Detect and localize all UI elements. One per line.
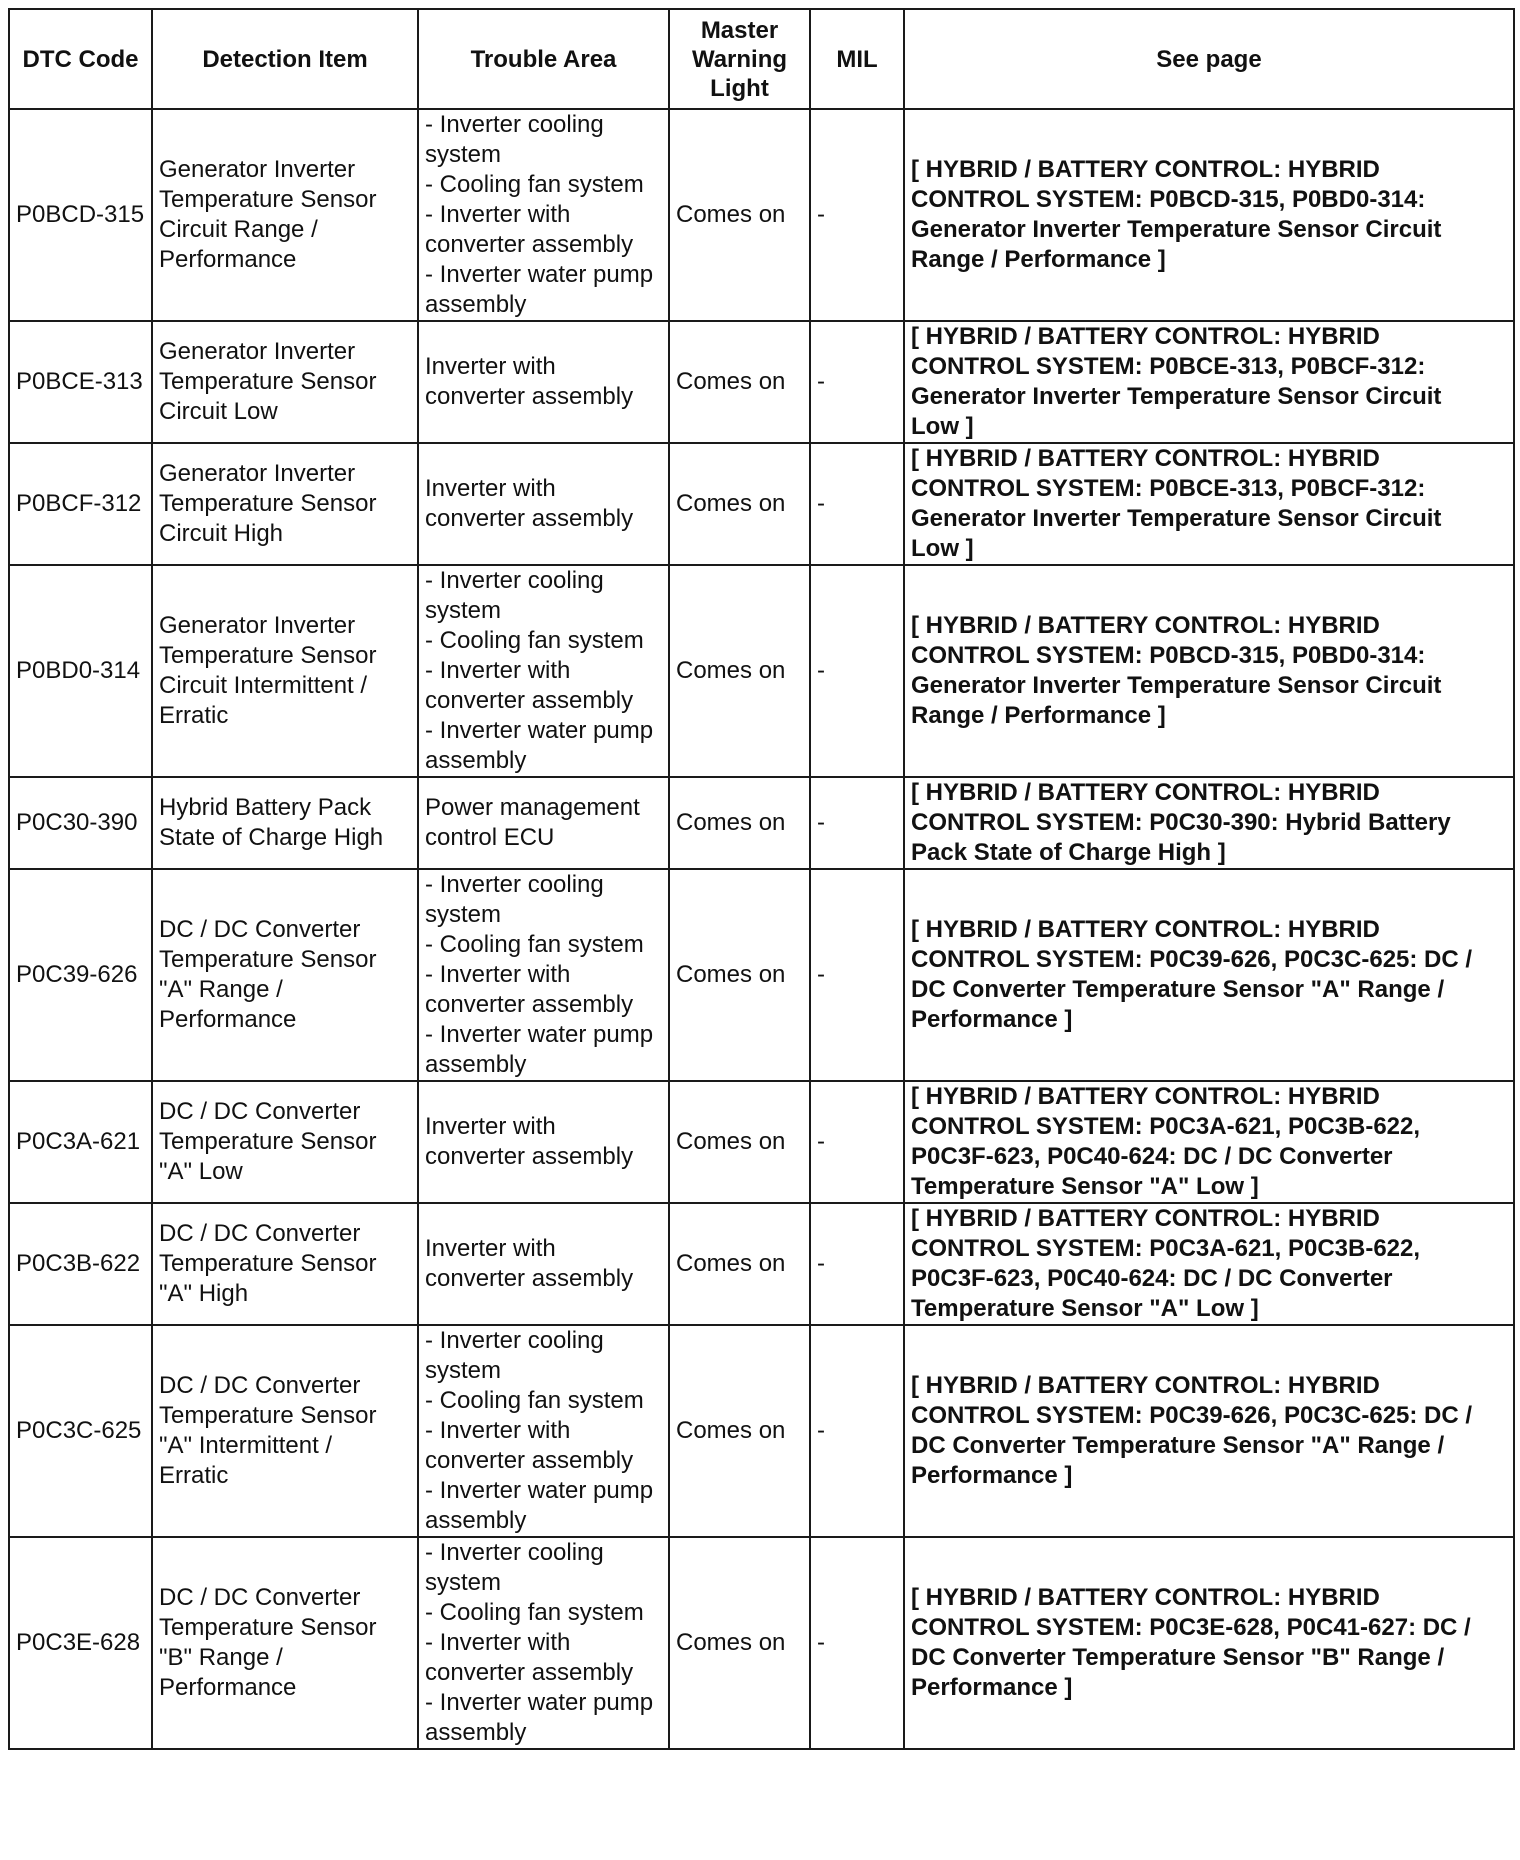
see-page-cell-line: P0C3F-623, P0C40-624: DC / DC Converter [911, 1143, 1393, 1170]
header-trouble-area: Trouble Area [418, 9, 669, 109]
trouble-area-cell-line: - Inverter with [425, 1417, 571, 1444]
see-page-cell [904, 565, 1514, 777]
trouble-area-cell-line: assembly [425, 291, 527, 318]
trouble-area-cell-line: system [425, 1569, 502, 1596]
trouble-area-cell-line: system [425, 141, 502, 168]
table-row [9, 1325, 1514, 1537]
trouble-area-cell-line: - Inverter with [425, 657, 571, 684]
detection-item-cell-line: Performance [159, 1006, 297, 1033]
detection-item-cell-line: DC / DC Converter [159, 1098, 361, 1125]
see-page-cell-line: [ HYBRID / BATTERY CONTROL: HYBRID [911, 1083, 1380, 1110]
trouble-area-cell [418, 443, 669, 565]
detection-item-cell-line: Temperature Sensor [159, 1128, 377, 1155]
detection-item-cell-line: Temperature Sensor [159, 186, 377, 213]
master-warning-cell: Comes on [669, 109, 810, 321]
header-see-page: See page [904, 9, 1514, 109]
mil-cell: - [810, 443, 904, 565]
trouble-area-cell-line: converter assembly [425, 1659, 634, 1686]
see-page-cell-line: [ HYBRID / BATTERY CONTROL: HYBRID [911, 1205, 1380, 1232]
detection-item-cell-line: Temperature Sensor [159, 490, 377, 517]
detection-item-cell-line: DC / DC Converter [159, 1584, 361, 1611]
trouble-area-cell-line: - Inverter with [425, 1629, 571, 1656]
mil-cell: - [810, 565, 904, 777]
see-page-cell-line: CONTROL SYSTEM: P0BCE-313, P0BCF-312: [911, 353, 1426, 380]
see-page-cell-line: Low ] [911, 413, 974, 440]
mil-cell: - [810, 1081, 904, 1203]
dtc-table [8, 8, 1515, 1750]
table-row [9, 565, 1514, 777]
trouble-area-cell-line: converter assembly [425, 505, 634, 532]
trouble-area-cell-line: converter assembly [425, 1447, 634, 1474]
mil-cell: - [810, 109, 904, 321]
table-row [9, 109, 1514, 321]
detection-item-cell-line: Generator Inverter [159, 338, 356, 365]
trouble-area-cell [418, 1537, 669, 1749]
dtc-code-cell: P0C3A-621 [9, 1081, 152, 1203]
see-page-cell-line: CONTROL SYSTEM: P0C39-626, P0C3C-625: DC / [911, 946, 1473, 973]
trouble-area-cell-line: - Inverter with [425, 961, 571, 988]
see-page-cell-line: Generator Inverter Temperature Sensor Circuit [911, 216, 1442, 243]
see-page-cell-line: CONTROL SYSTEM: P0BCE-313, P0BCF-312: [911, 475, 1426, 502]
detection-item-cell-line: DC / DC Converter [159, 1372, 361, 1399]
see-page-cell [904, 443, 1514, 565]
detection-item-cell-line: Temperature Sensor [159, 1614, 377, 1641]
mil-cell: - [810, 869, 904, 1081]
trouble-area-cell-line: - Inverter cooling [425, 111, 604, 138]
see-page-cell-line: [ HYBRID / BATTERY CONTROL: HYBRID [911, 1372, 1380, 1399]
detection-item-cell [152, 1203, 418, 1325]
header-master-warning-light-line: Warning [691, 45, 788, 73]
trouble-area-cell-line: - Inverter with [425, 201, 571, 228]
trouble-area-cell-line: assembly [425, 1051, 527, 1078]
detection-item-cell-line: Circuit Range / [159, 216, 318, 243]
table-row [9, 869, 1514, 1081]
see-page-cell [904, 1537, 1514, 1749]
detection-item-cell [152, 565, 418, 777]
mil-cell: - [810, 321, 904, 443]
detection-item-cell-line: "A" Low [159, 1158, 243, 1185]
detection-item-cell-line: Performance [159, 246, 297, 273]
see-page-cell-line: CONTROL SYSTEM: P0BCD-315, P0BD0-314: [911, 642, 1426, 669]
dtc-code-cell: P0C3E-628 [9, 1537, 152, 1749]
detection-item-cell-line: DC / DC Converter [159, 916, 361, 943]
see-page-cell [904, 777, 1514, 869]
trouble-area-cell-line: Inverter with [425, 1113, 556, 1140]
dtc-code-cell: P0BCE-313 [9, 321, 152, 443]
trouble-area-cell-line: Inverter with [425, 1235, 556, 1262]
see-page-cell-line: DC Converter Temperature Sensor "B" Range / [911, 1644, 1445, 1671]
header-mil: MIL [810, 9, 904, 109]
trouble-area-cell-line: system [425, 901, 502, 928]
see-page-cell-line: P0C3F-623, P0C40-624: DC / DC Converter [911, 1265, 1393, 1292]
master-warning-cell: Comes on [669, 443, 810, 565]
detection-item-cell-line: Temperature Sensor [159, 1250, 377, 1277]
see-page-cell [904, 1081, 1514, 1203]
detection-item-cell [152, 1081, 418, 1203]
see-page-cell-line: CONTROL SYSTEM: P0C30-390: Hybrid Battery [911, 809, 1451, 836]
trouble-area-cell-line: - Inverter water pump [425, 1477, 654, 1504]
see-page-cell-line: Generator Inverter Temperature Sensor Circuit [911, 505, 1442, 532]
dtc-code-cell: P0BCF-312 [9, 443, 152, 565]
dtc-code-cell: P0BD0-314 [9, 565, 152, 777]
detection-item-cell [152, 321, 418, 443]
trouble-area-cell [418, 321, 669, 443]
trouble-area-cell [418, 777, 669, 869]
trouble-area-cell-line: assembly [425, 1719, 527, 1746]
trouble-area-cell-line: assembly [425, 747, 527, 774]
table-row [9, 443, 1514, 565]
trouble-area-cell-line: Inverter with [425, 475, 556, 502]
see-page-cell-line: [ HYBRID / BATTERY CONTROL: HYBRID [911, 916, 1380, 943]
master-warning-cell: Comes on [669, 777, 810, 869]
detection-item-cell [152, 109, 418, 321]
see-page-cell-line: CONTROL SYSTEM: P0C3A-621, P0C3B-622, [911, 1113, 1421, 1140]
trouble-area-cell-line: - Cooling fan system [425, 627, 644, 654]
trouble-area-cell-line: - Inverter cooling [425, 1539, 604, 1566]
trouble-area-cell-line: - Inverter water pump [425, 717, 654, 744]
detection-item-cell-line: Hybrid Battery Pack [159, 794, 372, 821]
trouble-area-cell-line: - Inverter water pump [425, 261, 654, 288]
master-warning-cell: Comes on [669, 321, 810, 443]
trouble-area-cell-line: system [425, 1357, 502, 1384]
see-page-cell-line: CONTROL SYSTEM: P0BCD-315, P0BD0-314: [911, 186, 1426, 213]
see-page-cell-line: [ HYBRID / BATTERY CONTROL: HYBRID [911, 612, 1380, 639]
trouble-area-cell-line: - Inverter cooling [425, 871, 604, 898]
see-page-cell-line: Generator Inverter Temperature Sensor Circuit [911, 383, 1442, 410]
trouble-area-cell-line: Inverter with [425, 353, 556, 380]
detection-item-cell [152, 1537, 418, 1749]
trouble-area-cell [418, 1325, 669, 1537]
see-page-cell-line: Temperature Sensor "A" Low ] [911, 1173, 1259, 1200]
detection-item-cell-line: Generator Inverter [159, 156, 356, 183]
table-row [9, 1081, 1514, 1203]
see-page-cell [904, 1203, 1514, 1325]
detection-item-cell-line: Circuit Low [159, 398, 278, 425]
detection-item-cell [152, 869, 418, 1081]
detection-item-cell-line: Circuit Intermittent / [159, 672, 368, 699]
trouble-area-cell-line: converter assembly [425, 1143, 634, 1170]
mil-cell: - [810, 777, 904, 869]
see-page-cell-line: Generator Inverter Temperature Sensor Circuit [911, 672, 1442, 699]
trouble-area-cell-line: converter assembly [425, 231, 634, 258]
detection-item-cell-line: Temperature Sensor [159, 642, 377, 669]
detection-item-cell-line: Erratic [159, 702, 229, 729]
see-page-cell-line: Performance ] [911, 1674, 1073, 1701]
see-page-cell-line: [ HYBRID / BATTERY CONTROL: HYBRID [911, 779, 1380, 806]
trouble-area-cell [418, 869, 669, 1081]
header-detection-item: Detection Item [152, 9, 418, 109]
dtc-code-cell: P0C30-390 [9, 777, 152, 869]
master-warning-cell: Comes on [669, 869, 810, 1081]
see-page-cell-line: Performance ] [911, 1462, 1073, 1489]
table-row [9, 1537, 1514, 1749]
table-body [9, 109, 1514, 1749]
detection-item-cell-line: State of Charge High [159, 824, 384, 851]
dtc-code-cell: P0C3C-625 [9, 1325, 152, 1537]
trouble-area-cell-line: Power management [425, 794, 640, 821]
see-page-cell-line: [ HYBRID / BATTERY CONTROL: HYBRID [911, 156, 1380, 183]
see-page-cell-line: Low ] [911, 535, 974, 562]
detection-item-cell-line: Generator Inverter [159, 612, 356, 639]
dtc-code-cell: P0C39-626 [9, 869, 152, 1081]
trouble-area-cell-line: system [425, 597, 502, 624]
trouble-area-cell-line: converter assembly [425, 383, 634, 410]
trouble-area-cell-line: - Cooling fan system [425, 1387, 644, 1414]
see-page-cell-line: CONTROL SYSTEM: P0C3E-628, P0C41-627: DC / [911, 1614, 1471, 1641]
detection-item-cell-line: "A" High [159, 1280, 249, 1307]
trouble-area-cell-line: - Inverter cooling [425, 1327, 604, 1354]
see-page-cell [904, 109, 1514, 321]
dtc-code-cell: P0BCD-315 [9, 109, 152, 321]
mil-cell: - [810, 1325, 904, 1537]
see-page-cell-line: [ HYBRID / BATTERY CONTROL: HYBRID [911, 323, 1380, 350]
table-row [9, 1203, 1514, 1325]
see-page-cell-line: CONTROL SYSTEM: P0C39-626, P0C3C-625: DC / [911, 1402, 1473, 1429]
trouble-area-cell-line: converter assembly [425, 687, 634, 714]
trouble-area-cell-line: converter assembly [425, 991, 634, 1018]
see-page-cell-line: Range / Performance ] [911, 702, 1166, 729]
trouble-area-cell-line: - Inverter water pump [425, 1689, 654, 1716]
trouble-area-cell-line: - Cooling fan system [425, 931, 644, 958]
detection-item-cell-line: Circuit High [159, 520, 284, 547]
detection-item-cell-line: Temperature Sensor [159, 1402, 377, 1429]
header-dtc-code: DTC Code [9, 9, 152, 109]
trouble-area-cell [418, 109, 669, 321]
see-page-cell [904, 1325, 1514, 1537]
detection-item-cell [152, 777, 418, 869]
see-page-cell-line: Range / Performance ] [911, 246, 1166, 273]
detection-item-cell-line: "B" Range / [159, 1644, 283, 1671]
detection-item-cell-line: Erratic [159, 1462, 229, 1489]
see-page-cell-line: DC Converter Temperature Sensor "A" Range / [911, 1432, 1445, 1459]
see-page-cell-line: DC Converter Temperature Sensor "A" Range / [911, 976, 1445, 1003]
master-warning-cell: Comes on [669, 565, 810, 777]
detection-item-cell-line: Performance [159, 1674, 297, 1701]
detection-item-cell-line: Temperature Sensor [159, 946, 377, 973]
master-warning-cell: Comes on [669, 1537, 810, 1749]
mil-cell: - [810, 1203, 904, 1325]
dtc-code-cell: P0C3B-622 [9, 1203, 152, 1325]
table-row [9, 777, 1514, 869]
detection-item-cell [152, 1325, 418, 1537]
header-master-warning-light [669, 9, 810, 109]
detection-item-cell [152, 443, 418, 565]
table-row [9, 321, 1514, 443]
trouble-area-cell-line: control ECU [425, 824, 555, 851]
see-page-cell-line: Performance ] [911, 1006, 1073, 1033]
detection-item-cell-line: "A" Intermittent / [159, 1432, 333, 1459]
see-page-cell [904, 869, 1514, 1081]
see-page-cell-line: Temperature Sensor "A" Low ] [911, 1295, 1259, 1322]
trouble-area-cell-line: - Cooling fan system [425, 1599, 644, 1626]
trouble-area-cell-line: - Inverter cooling [425, 567, 604, 594]
see-page-cell-line: Pack State of Charge High ] [911, 839, 1226, 866]
detection-item-cell-line: Temperature Sensor [159, 368, 377, 395]
mil-cell: - [810, 1537, 904, 1749]
trouble-area-cell-line: converter assembly [425, 1265, 634, 1292]
master-warning-cell: Comes on [669, 1203, 810, 1325]
header-master-warning-light-line: Master [700, 16, 779, 44]
see-page-cell-line: CONTROL SYSTEM: P0C3A-621, P0C3B-622, [911, 1235, 1421, 1262]
detection-item-cell-line: "A" Range / [159, 976, 283, 1003]
trouble-area-cell-line: - Cooling fan system [425, 171, 644, 198]
see-page-cell-line: [ HYBRID / BATTERY CONTROL: HYBRID [911, 445, 1380, 472]
trouble-area-cell-line: assembly [425, 1507, 527, 1534]
trouble-area-cell [418, 1081, 669, 1203]
see-page-cell-line: [ HYBRID / BATTERY CONTROL: HYBRID [911, 1584, 1380, 1611]
table-header-row [9, 9, 1514, 109]
see-page-cell [904, 321, 1514, 443]
header-master-warning-light-line: Light [710, 74, 769, 102]
master-warning-cell: Comes on [669, 1081, 810, 1203]
trouble-area-cell [418, 1203, 669, 1325]
master-warning-cell: Comes on [669, 1325, 810, 1537]
detection-item-cell-line: Generator Inverter [159, 460, 356, 487]
trouble-area-cell [418, 565, 669, 777]
detection-item-cell-line: DC / DC Converter [159, 1220, 361, 1247]
trouble-area-cell-line: - Inverter water pump [425, 1021, 654, 1048]
